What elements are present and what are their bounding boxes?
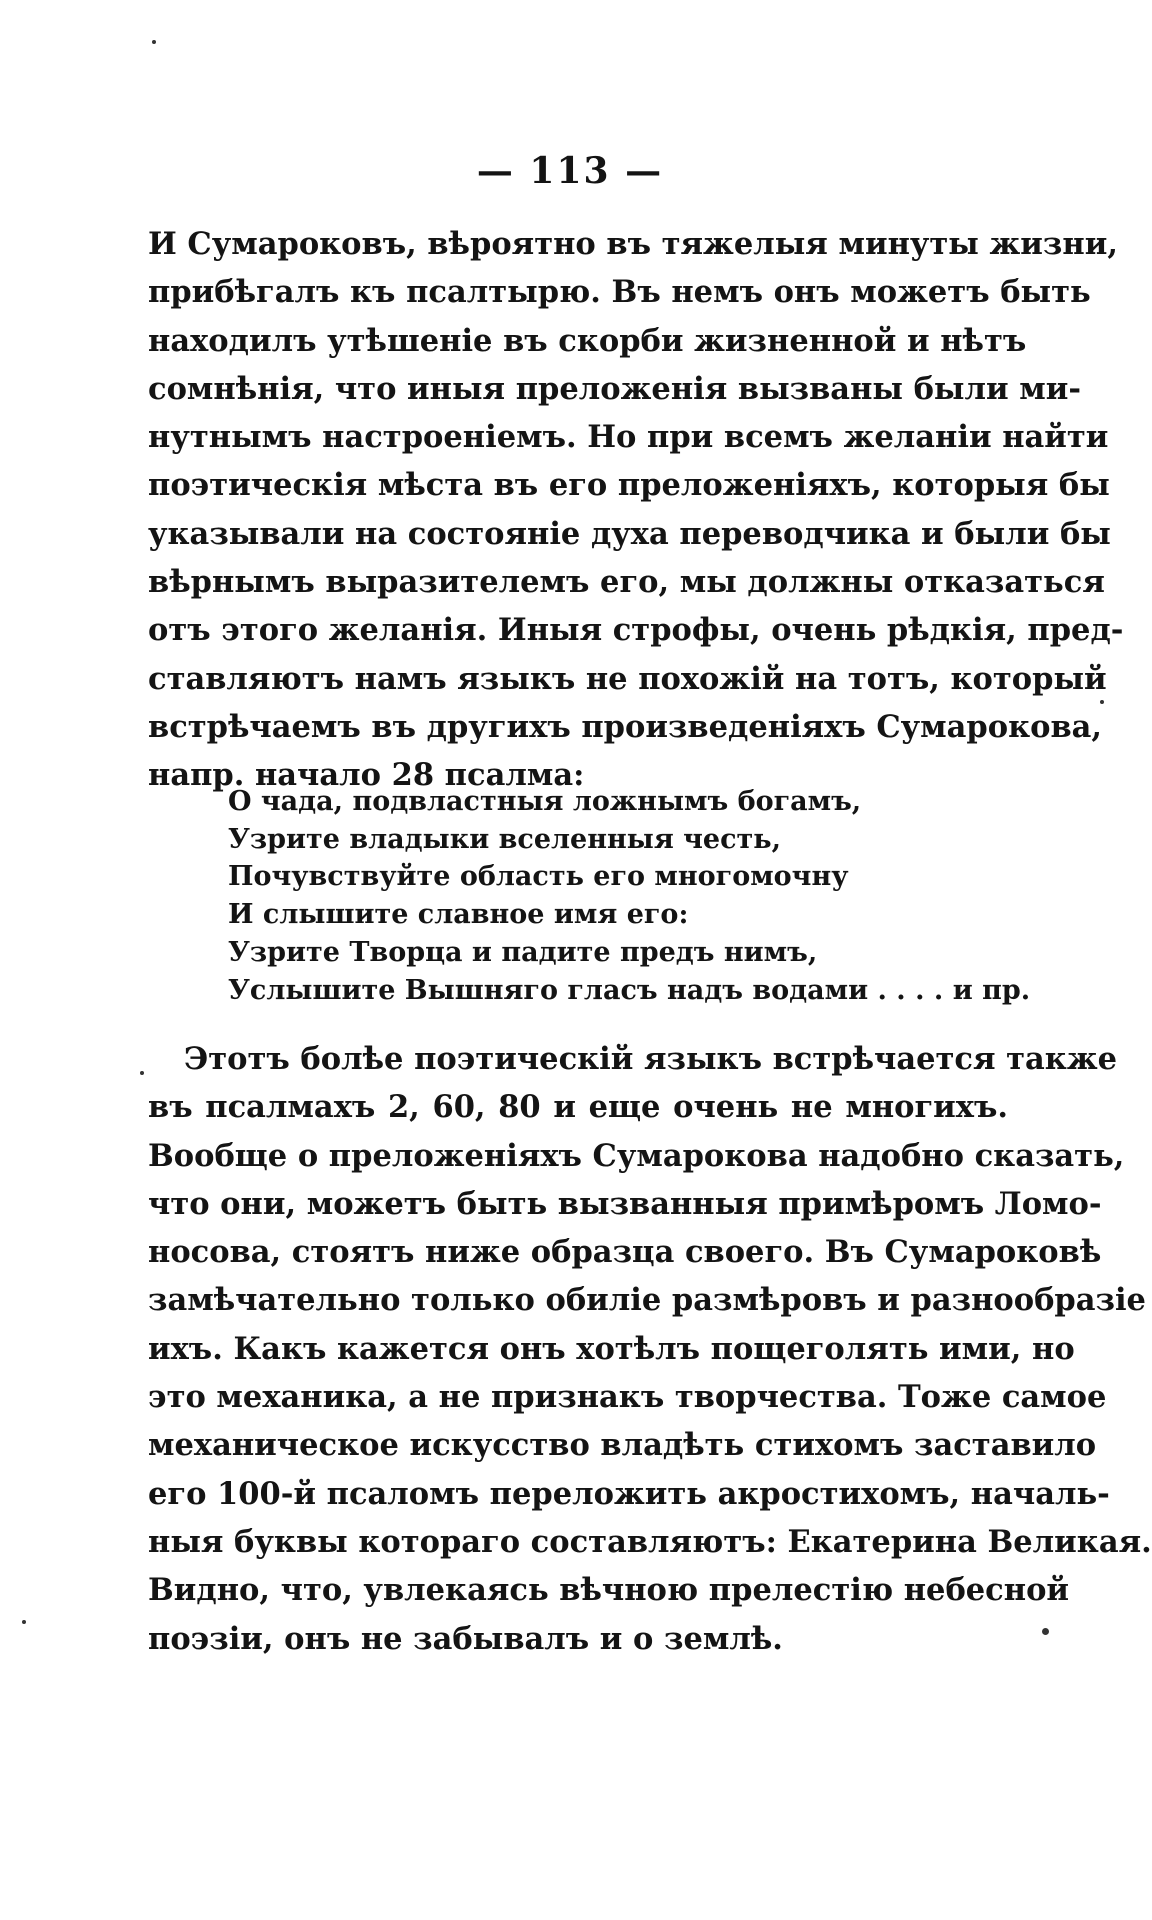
text-line: напр. начало 28 псалма: (148, 757, 585, 794)
ink-speck (22, 1620, 26, 1624)
text-line: отъ этого желанія. Иныя строфы, очень рѣдкія, пред- (148, 612, 1124, 649)
text-line: ихъ. Какъ кажется онъ хотѣлъ пощеголять ими, но (148, 1330, 1075, 1367)
text-line: нутнымъ настроеніемъ. Но при всемъ желаніи найти (148, 419, 1109, 456)
ink-speck (1042, 1628, 1049, 1635)
text-line: механическое искусство владѣть стихомъ заставило (148, 1427, 1097, 1464)
text-line: Вообще о преложеніяхъ Сумарокова надобно сказать, (148, 1137, 1125, 1174)
text-line: сомнѣнія, что иныя преложенія вызваны были ми- (148, 370, 1082, 407)
psalm-quotation (228, 783, 1031, 1009)
text-line: поэзіи, онъ не забывалъ и о землѣ. (148, 1620, 783, 1657)
text-line: указывали на состояніе духа переводчика и были бы (148, 515, 1111, 552)
text-line: ныя буквы котораго составляютъ: Екатерина Великая. (148, 1523, 1152, 1560)
verse-line: И слышите славное имя его: (228, 899, 689, 931)
text-line: находилъ утѣшеніе въ скорби жизненной и нѣтъ (148, 322, 1027, 359)
text-line: это механика, а не признакъ творчества. Тоже самое (148, 1379, 1107, 1416)
text-line: въ псалмахъ 2, 60, 80 и еще очень не многихъ. (148, 1089, 1008, 1126)
page-number: — 113 — (476, 150, 664, 192)
text-line: носова, стоятъ ниже образца своего. Въ Сумароковѣ (148, 1234, 1102, 1271)
text-line: Видно, что, увлекаясь вѣчною прелестію небесной (148, 1572, 1070, 1609)
text-line: замѣчательно только обиліе размѣровъ и разнообразіе (148, 1282, 1146, 1319)
text-line: встрѣчаемъ въ другихъ произведеніяхъ Сумарокова, (148, 708, 1103, 745)
paragraph-1 (148, 220, 1124, 800)
ink-speck (152, 40, 156, 44)
verse-line: Почувствуйте область его многомочну (228, 861, 849, 893)
text-line: прибѣгалъ къ псалтырю. Въ немъ онъ можетъ быть (148, 274, 1091, 311)
verse-line: Услышите Вышняго гласъ надъ водами . . . . и пр. (228, 974, 1031, 1006)
text-line: что они, можетъ быть вызванныя примѣромъ Ломо- (148, 1185, 1102, 1222)
text-line: И Сумароковъ, вѣроятно въ тяжелыя минуты жизни, (148, 226, 1118, 262)
text-line: его 100-й псаломъ переложить акростихомъ, началь- (148, 1475, 1110, 1512)
text-line: поэтическія мѣста въ его преложеніяхъ, которыя бы (148, 467, 1110, 504)
verse-line: Узрите владыки вселенныя честь, (228, 823, 781, 855)
ink-speck (1100, 700, 1104, 704)
verse-line: Узрите Творца и падите предъ нимъ, (228, 936, 818, 968)
verse-line: О чада, подвластныя ложнымъ богамъ, (228, 786, 862, 817)
text-line: ставляютъ намъ языкъ не похожій на тотъ, который (148, 660, 1107, 697)
ink-speck (140, 1071, 144, 1075)
text-line: вѣрнымъ выразителемъ его, мы должны отказаться (148, 564, 1105, 601)
paragraph-2 (148, 1035, 1152, 1663)
text-line: Этотъ болѣе поэтическій языкъ встрѣчается также (184, 1041, 1118, 1077)
